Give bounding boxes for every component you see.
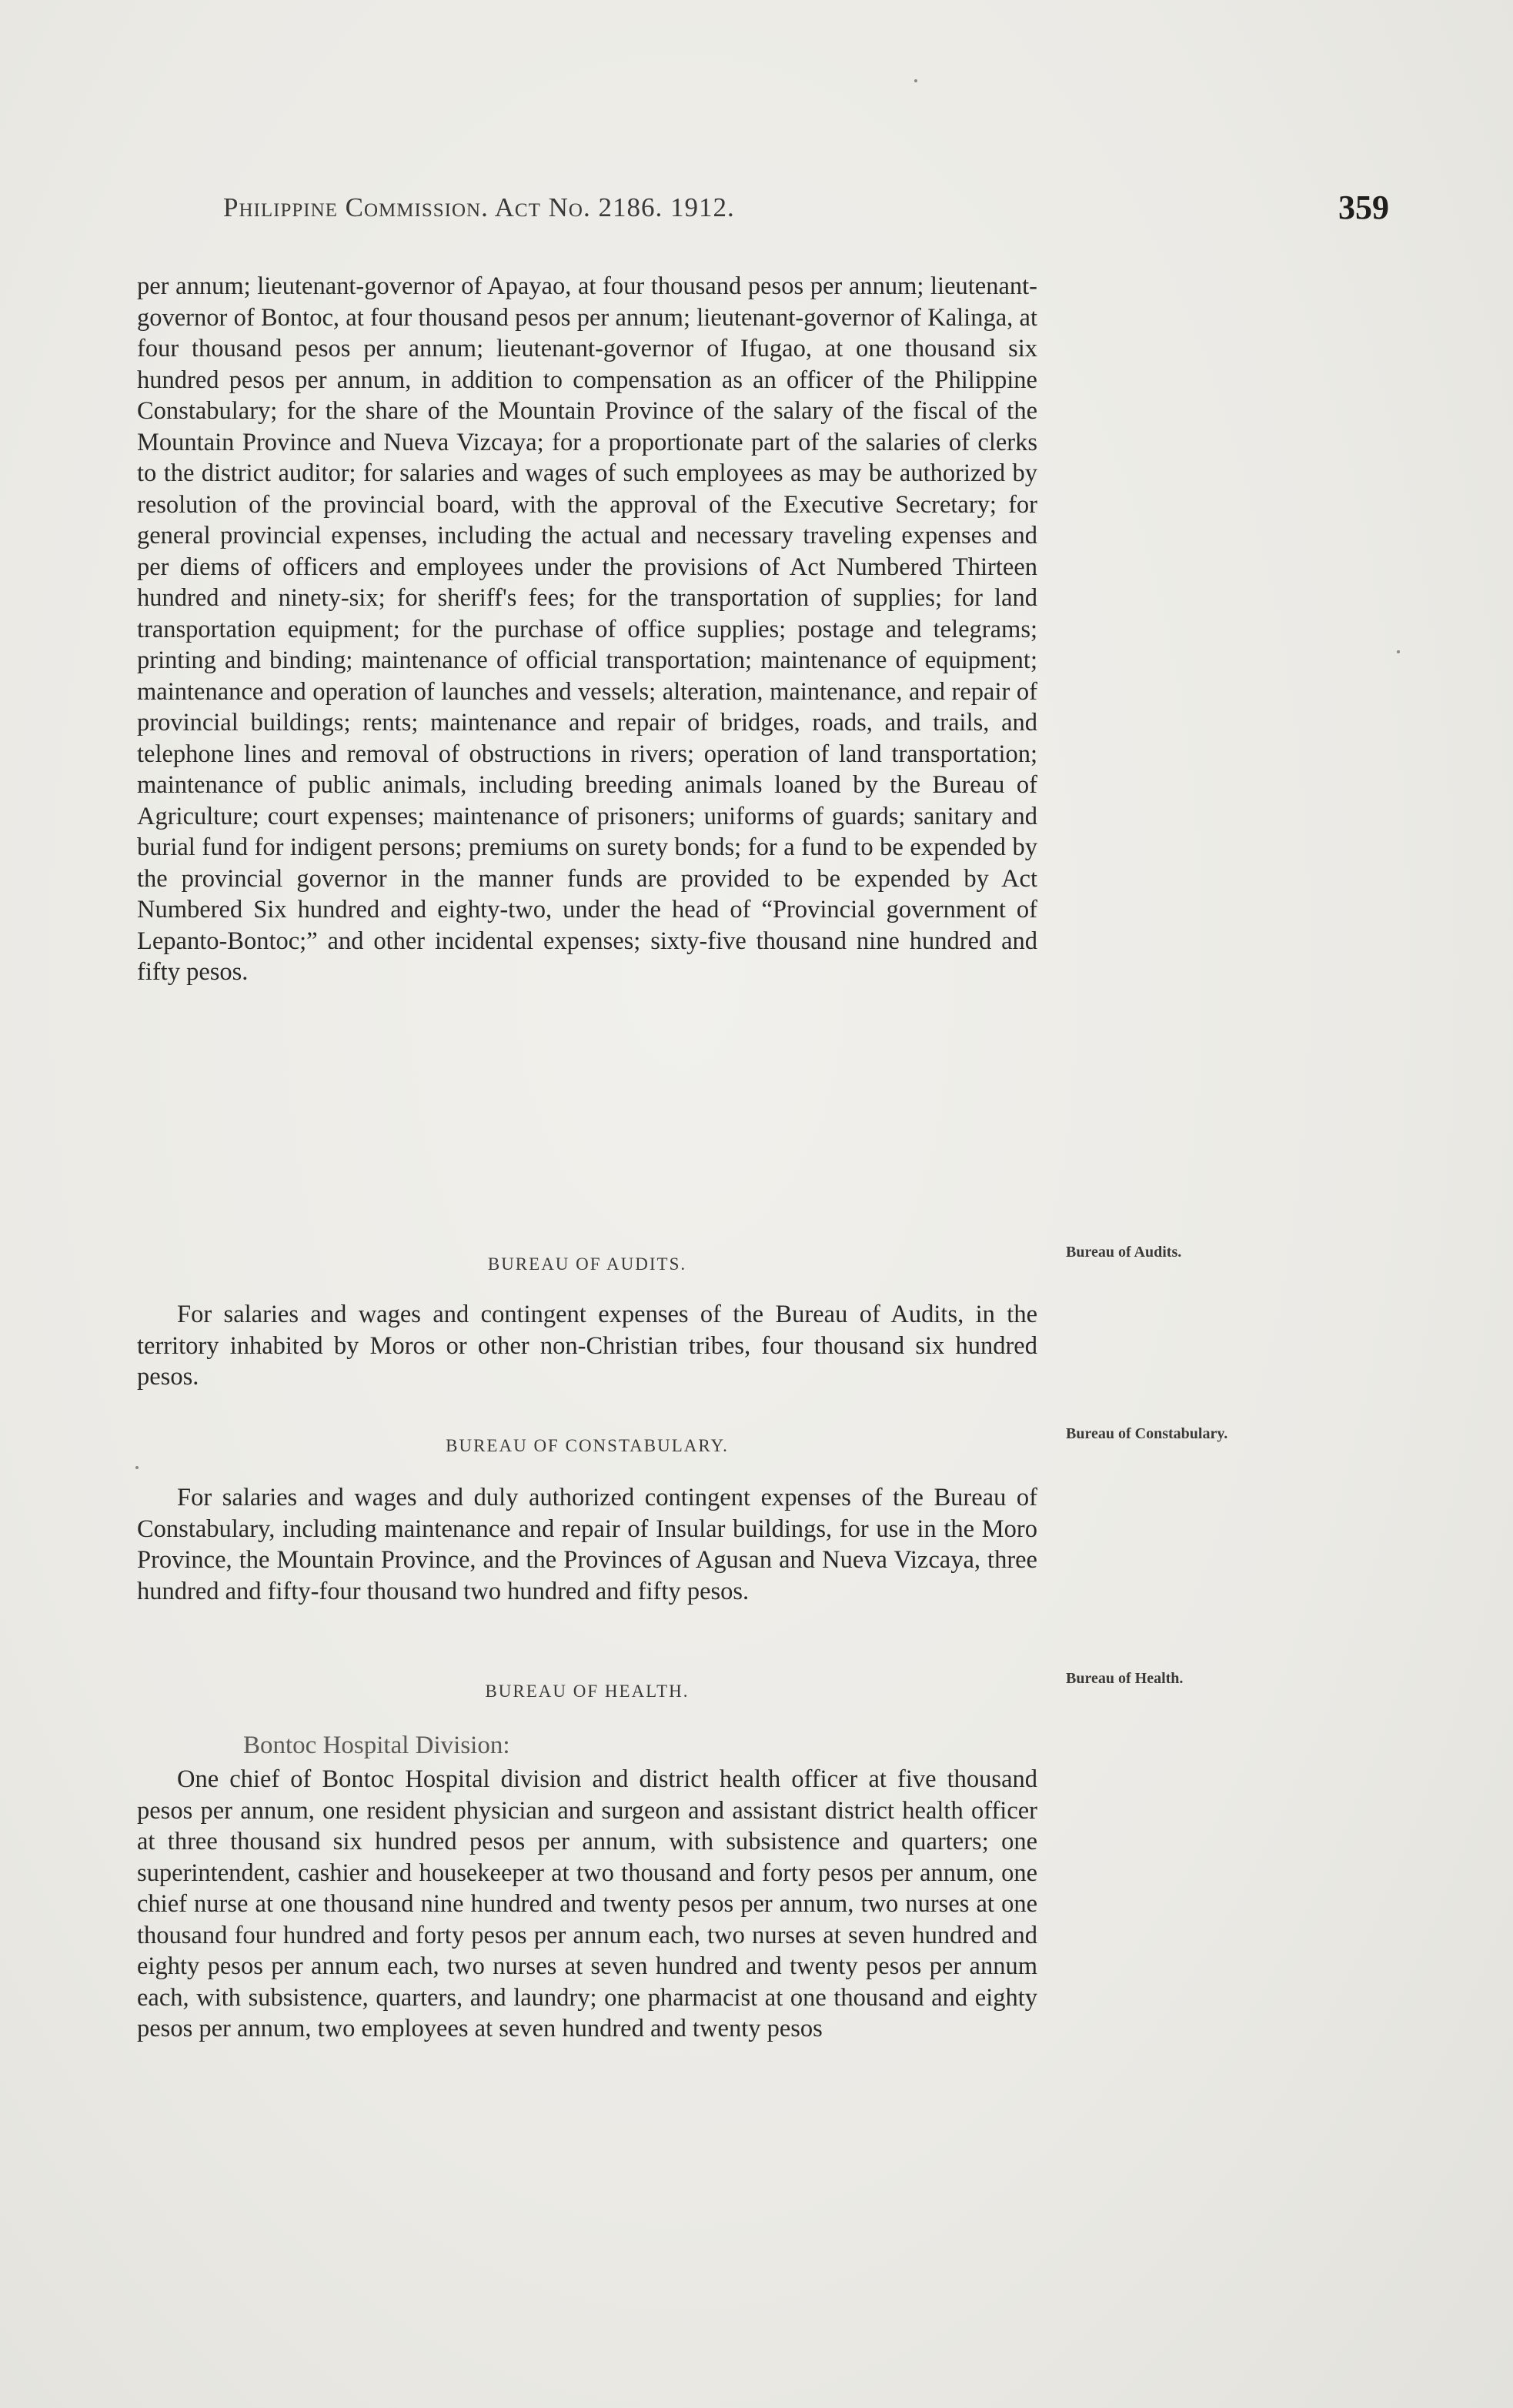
subheading-bontoc-hospital: Bontoc Hospital Division: (243, 1732, 510, 1759)
section-heading-health: BUREAU OF HEALTH. (485, 1682, 690, 1701)
paragraph-audits: For salaries and wages and contingent expenses of the Bureau of Audits, in the territory inhabited by Moros or other non-Christian tribes, four thousand six hundred pesos. (137, 1301, 1037, 1391)
page-header (223, 183, 1401, 229)
margin-note-health: Bureau of Health. (1066, 1670, 1184, 1687)
opening-paragraph: per annum; lieutenant-governor of Apayao, at four thousand pesos per annum; lieutenant-governor of Bontoc, at four thousand pesos per annum; lieutenant-governor of Kalinga, at four thousand pesos per annum; lieutenant-governor of Ifugao, at one thousand six hundred pesos per annum, in addition to compensation as an officer of the Philippine Constabulary; for the share of the Mountain Province of the salary of the fiscal of the Mountain Province and Nueva Vizcaya; for a proportionate part of the salaries of clerks to the district auditor; for salaries and wages of such employees as may be authorized by resolution of the provincial board, with the approval of the Executive Secretary; for general provincial expenses, including the actual and necessary traveling expenses and per diems of officers and employees under the provisions of Act Numbered Thirteen hundred and ninety-six; for sheriff's fees; for the transportation of supplies; for land transportation equipment; for the purchase of office supplies; postage and telegrams; printing and binding; maintenance of official transportation; maintenance of equipment; maintenance and operation of launches and vessels; alteration, maintenance, and repair of provincial buildings; rents; maintenance and repair of bridges, roads, and trails, and telephone lines and removal of obstructions in rivers; operation of land transportation; maintenance of public animals, including breeding animals loaned by the Bureau of Agriculture; court expenses; maintenance of prisoners; uniforms of guards; sanitary and burial fund for indigent persons; premiums on surety bonds; for a fund to be expended by the provincial governor in the manner funds are provided to be expended by Act Numbered Six hundred and eighty-two, under the head of “Provincial government of Lepanto-Bontoc;” and other incidental expenses; sixty-five thousand nine hundred and fifty pesos. (137, 272, 1037, 986)
margin-note-audits: Bureau of Audits. (1066, 1244, 1182, 1261)
page-number: 359 (1338, 189, 1389, 226)
paper-speck (914, 79, 917, 82)
section-heading-constabulary: BUREAU OF CONSTABULARY. (446, 1436, 729, 1455)
running-head: Philippine Commission. Act No. 2186. 1912. (223, 192, 735, 222)
paper-speck (135, 1466, 139, 1469)
paragraph-health: One chief of Bontoc Hospital division and district health officer at five thousand pesos per annum, one resident physician and surgeon and assistant district health officer at three thousand six hundred pesos per annum, with subsistence and quarters; one superintendent, cashier and housekeeper at two thousand and forty pesos per annum, one chief nurse at one thousand nine hundred and twenty pesos per annum, two nurses at one thousand four hundred and forty pesos per annum each, two nurses at seven hundred and eighty pesos per annum each, two nurses at seven hundred and twenty pesos per annum each, with subsistence, quarters, and laundry; one pharmacist at one thousand and eighty pesos per annum, two employees at seven hundred and twenty pesos (137, 1765, 1037, 2042)
paragraph-constabulary: For salaries and wages and duly authorized contingent expenses of the Bureau of Constabulary, including maintenance and repair of Insular buildings, for use in the Moro Province, the Mountain Province, and the Provinces of Agusan and Nueva Vizcaya, three hundred and fifty-four thousand two hundred and fifty pesos. (137, 1484, 1037, 1605)
margin-note-constabulary: Bureau of Constabulary. (1066, 1425, 1228, 1442)
section-heading-audits: BUREAU OF AUDITS. (487, 1254, 687, 1274)
paper-speck (1397, 650, 1400, 653)
